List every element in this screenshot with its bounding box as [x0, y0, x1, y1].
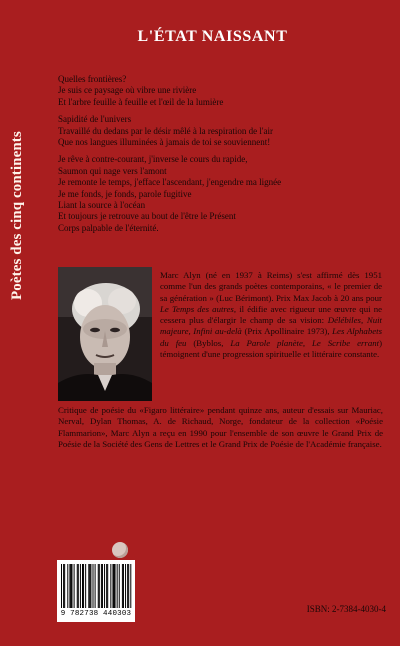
bio-paragraph-2-mid2: (Prix Apollinaire 1973),: [241, 326, 333, 337]
bio-work-title-4: La Parole planète, Le Scribe errant: [230, 337, 380, 348]
poem-excerpt: [58, 74, 383, 240]
poem-line: Je suis ce paysage où vibre une rivière: [58, 85, 197, 96]
poem-line: Je me fonds, je fonds, parole fugitive: [58, 188, 192, 199]
poem-line: Et l'arbre feuille à feuille et l'œil de la lumière: [58, 96, 224, 107]
bio-work-title-2: Délébiles, Nuit majeure, Infini au-delà: [160, 315, 382, 337]
poem-stanza: [58, 74, 383, 108]
poem-line: Quelles frontières?: [58, 74, 127, 84]
bio-paragraph-2-prefix: Prix Max Jacob à 20 ans pour: [276, 292, 382, 303]
poem-line: Et toujours je retrouve au bout de l'être le Présent: [58, 211, 236, 222]
bio-work-title-3: Les Alphabets du feu: [160, 326, 383, 348]
poem-stanza: [58, 114, 383, 148]
bio-paragraph-2-mid3: (Byblos,: [186, 337, 231, 348]
bio-paragraph-1: Marc Alyn (né en 1937 à Reims) s'est affirmé dès 1951 comme l'un des grands poètes contemporains, « le premier de sa génération » (Luc Bérimont).: [160, 270, 382, 303]
poem-line: Liant la source à l'océan: [58, 200, 146, 211]
author-photo: [58, 267, 152, 401]
author-critique-paragraph: Critique de poésie du «Figaro littéraire» pendant quinze ans, auteur d'essais sur Mauriac, Nerval, Dylan Thomas, A. de Richaud, Norge, fondateur de la collection «Poésie Flammarion», Marc Alyn a reçu en 1990 pour l'ensemble de son œuvre le Grand Prix de Poésie de la Société des Gens de Lettres et le Grand Prix de Poésie de l'Académie française.: [58, 405, 383, 449]
poem-line: Sapidité de l'univers: [58, 114, 132, 125]
poem-line: Corps palpable de l'éternité.: [58, 222, 159, 233]
author-biography: [160, 270, 382, 360]
poem-line: Saumon qui nage vers l'amont: [58, 165, 167, 176]
bio-paragraph-2-mid: , il édifie avec rigueur une œuvre qui ne cessera plus d'élargir le champ de sa vision:: [160, 303, 382, 326]
poem-line: Je rêve à contre-courant, j'inverse le cours du rapide,: [58, 154, 248, 165]
poem-line: Que nos langues illuminées à jamais de toi se souviennent!: [58, 137, 271, 148]
book-title: L'ÉTAT NAISSANT: [137, 28, 288, 45]
bio-paragraph-2-end: ) témoignent d'une progression spirituelle et littéraire constante.: [160, 337, 382, 360]
series-title: Poètes des cinq continents: [9, 131, 25, 300]
publisher-logo-icon: [112, 542, 128, 558]
bio-work-title-1: Le Temps des autres: [160, 303, 234, 314]
poem-line: Travaillé du dedans par le désir mêlé à la respiration de l'air: [58, 125, 273, 136]
barcode-bars-icon: [57, 560, 135, 610]
poem-stanza: [58, 154, 383, 234]
barcode-number: 9 782738 440303: [60, 610, 132, 618]
poem-line: Je remonte le temps, j'efface l'ascendant, j'engendre ma lignée: [58, 177, 282, 188]
spine-band: [0, 0, 40, 646]
isbn: ISBN: 2-7384-4030-4: [306, 604, 386, 614]
